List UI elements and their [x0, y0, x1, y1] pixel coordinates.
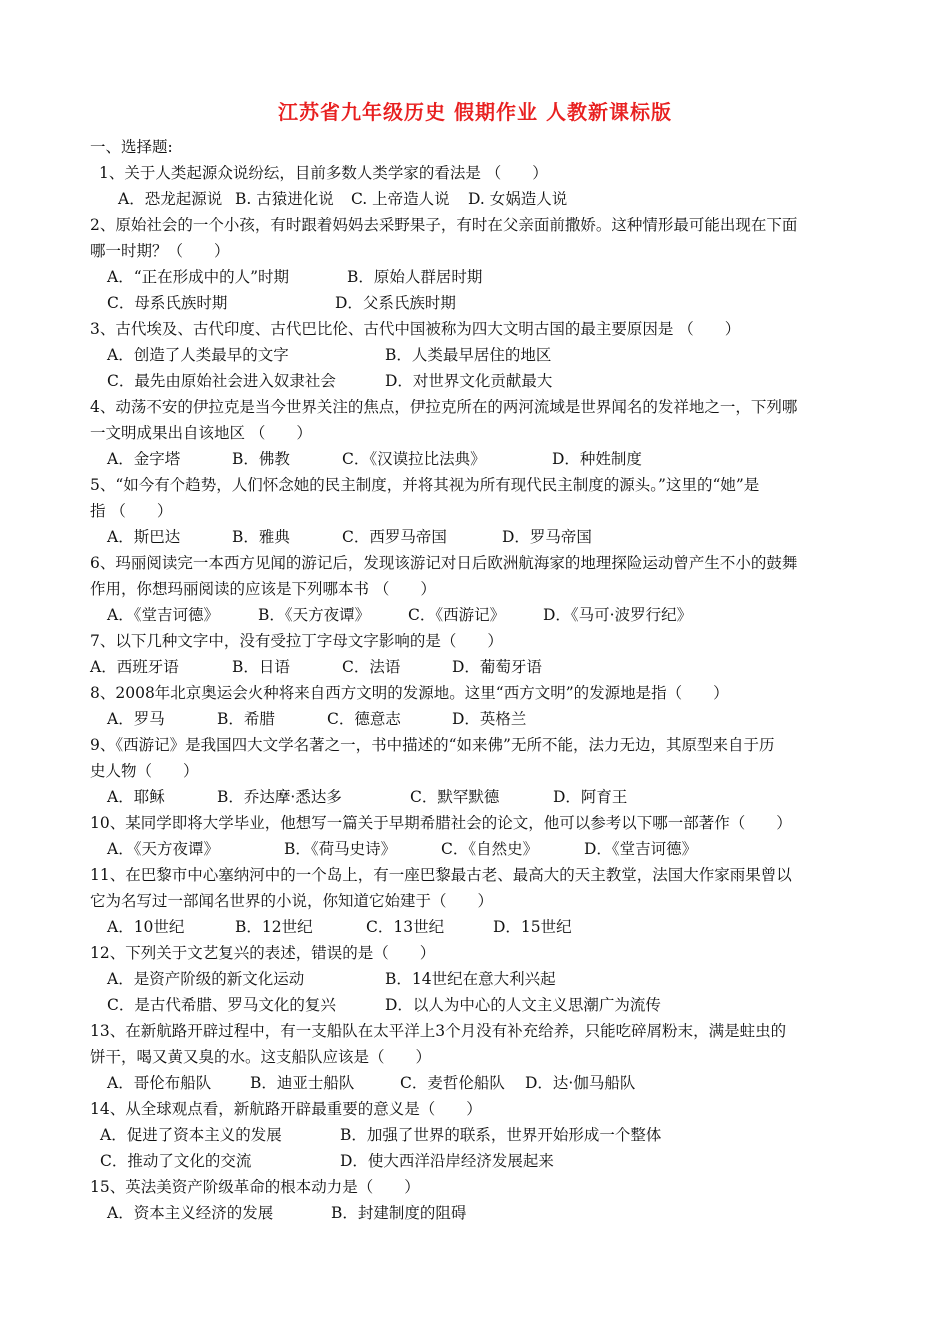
answer-option: A．西班牙语 — [90, 658, 179, 676]
answer-option: D．种姓制度 — [552, 450, 642, 468]
answer-option: B．14世纪在意大利兴起 — [385, 970, 556, 988]
answer-option: C．13世纪 — [366, 918, 445, 936]
answer-option: C．最先由原始社会进入奴隶社会 — [107, 372, 336, 390]
answer-option: B. 古猿进化说 — [235, 190, 334, 208]
answer-option: D．父系氏族时期 — [335, 294, 456, 312]
answer-option: B．12世纪 — [235, 918, 313, 936]
question-stem: 12、下列关于文艺复兴的表述，错误的是（ ） — [90, 944, 436, 962]
answer-option: A．促进了资本主义的发展 — [100, 1126, 282, 1144]
answer-option: B．加强了世界的联系，世界开始形成一个整体 — [340, 1126, 662, 1144]
question-stem: 史人物（ ） — [90, 762, 199, 780]
answer-option: A．罗马 — [107, 710, 165, 728]
answer-option: A．金字塔 — [107, 450, 181, 468]
question-stem: 一文明成果出自该地区 （ ） — [90, 424, 312, 442]
answer-option: C．德意志 — [327, 710, 401, 728]
answer-option: D．《马可·波罗行纪》 — [543, 606, 693, 624]
question-stem: 4、动荡不安的伊拉克是当今世界关注的焦点，伊拉克所在的两河流域是世界闻名的发祥地之一，下列哪 — [90, 398, 798, 416]
answer-option: C．法语 — [342, 658, 401, 676]
answer-option: D. 女娲造人说 — [468, 190, 568, 208]
question-stem: 5、“如今有个趋势，人们怀念她的民主制度，并将其视为所有现代民主制度的源头。”这里的“她”是 — [90, 476, 760, 494]
answer-option: A．资本主义经济的发展 — [107, 1204, 274, 1222]
answer-option: B．日语 — [232, 658, 290, 676]
question-stem: 14、从全球观点看，新航路开辟最重要的意义是（ ） — [90, 1100, 482, 1118]
section-heading: 一、选择题: — [90, 138, 173, 156]
answer-option: C．母系氏族时期 — [107, 294, 228, 312]
answer-option: B．原始人群居时期 — [347, 268, 483, 286]
answer-option: A．创造了人类最早的文字 — [107, 346, 289, 364]
answer-option: A．《天方夜谭》 — [107, 840, 219, 858]
answer-option: C．《汉谟拉比法典》 — [342, 450, 486, 468]
answer-option: B．人类最早居住的地区 — [385, 346, 552, 364]
answer-option: C．《西游记》 — [408, 606, 506, 624]
answer-option: A．“正在形成中的人”时期 — [107, 268, 290, 286]
question-stem: 7、以下几种文字中，没有受拉丁字母文字影响的是（ ） — [90, 632, 503, 650]
answer-option: A．斯巴达 — [107, 528, 181, 546]
answer-option: D．达·伽马船队 — [525, 1074, 636, 1092]
answer-option: A．是资产阶级的新文化运动 — [107, 970, 305, 988]
answer-option: C．《自然史》 — [441, 840, 539, 858]
answer-option: C．默罕默德 — [410, 788, 500, 806]
answer-option: A．10世纪 — [107, 918, 185, 936]
answer-option: C．西罗马帝国 — [342, 528, 447, 546]
answer-option: C．麦哲伦船队 — [400, 1074, 505, 1092]
answer-option: D．《堂吉诃德》 — [584, 840, 698, 858]
question-stem: 作用，你想玛丽阅读的应该是下列哪本书 （ ） — [90, 580, 436, 598]
answer-option: B．《荷马史诗》 — [284, 840, 397, 858]
answer-option: D．葡萄牙语 — [452, 658, 542, 676]
answer-option: B．封建制度的阻碍 — [331, 1204, 467, 1222]
answer-option: B．希腊 — [217, 710, 275, 728]
answer-option: C. 上帝造人说 — [351, 190, 450, 208]
question-stem: 3、古代埃及、古代印度、古代巴比伦、古代中国被称为四大文明古国的最主要原因是 （ ） — [90, 320, 741, 338]
answer-option: A．耶稣 — [107, 788, 165, 806]
question-stem: 6、玛丽阅读完一本西方见闻的游记后，发现该游记对日后欧洲航海家的地理探险运动曾产生不小的鼓舞 — [90, 554, 798, 572]
answer-option: A．恐龙起源说 — [118, 190, 223, 208]
answer-option: D．15世纪 — [493, 918, 572, 936]
answer-option: D．对世界文化贡献最大 — [385, 372, 553, 390]
answer-option: A．哥伦布船队 — [107, 1074, 212, 1092]
answer-option: C．是古代希腊、罗马文化的复兴 — [107, 996, 336, 1014]
answer-option: B．佛教 — [232, 450, 290, 468]
question-stem: 13、在新航路开辟过程中，有一支船队在太平洋上3个月没有补充给养，只能吃碎屑粉末，满是蛀虫的 — [90, 1022, 787, 1040]
answer-option: A．《堂吉诃德》 — [107, 606, 219, 624]
question-stem: 9、《西游记》是我国四大文学名著之一，书中描述的“如来佛”无所不能，法力无边，其原型来自于历 — [90, 736, 775, 754]
answer-option: C．推动了文化的交流 — [100, 1152, 252, 1170]
answer-option: B．雅典 — [232, 528, 290, 546]
answer-option: B．《天方夜谭》 — [258, 606, 371, 624]
question-stem: 1、关于人类起源众说纷纭，目前多数人类学家的看法是 （ ） — [99, 164, 548, 182]
question-stem: 指 （ ） — [90, 502, 173, 520]
question-stem: 10、某同学即将大学毕业，他想写一篇关于早期希腊社会的论文，他可以参考以下哪一部著作（ ） — [90, 814, 792, 832]
question-stem: 哪一时期？（ ） — [90, 242, 230, 260]
answer-option: D．英格兰 — [452, 710, 527, 728]
answer-option: D．以人为中心的人文主义思潮广为流传 — [385, 996, 661, 1014]
question-stem: 饼干，喝又黄又臭的水。这支船队应该是（ ） — [90, 1048, 432, 1066]
document-title: 江苏省九年级历史 假期作业 人教新课标版 — [278, 100, 672, 124]
answer-option: B．乔达摩·悉达多 — [217, 788, 342, 806]
question-stem: 8、2008年北京奥运会火种将来自西方文明的发源地。这里“西方文明”的发源地是指（ ） — [90, 684, 729, 702]
question-stem: 2、原始社会的一个小孩，有时跟着妈妈去采野果子，有时在父亲面前撒娇。这种情形最可能出现在下面 — [90, 216, 798, 234]
answer-option: D．罗马帝国 — [502, 528, 592, 546]
question-stem: 它为名写过一部闻名世界的小说，你知道它始建于（ ） — [90, 892, 494, 910]
question-stem: 15、英法美资产阶级革命的根本动力是（ ） — [90, 1178, 420, 1196]
answer-option: B．迪亚士船队 — [250, 1074, 355, 1092]
answer-option: D．阿育王 — [553, 788, 628, 806]
answer-option: D．使大西洋沿岸经济发展起来 — [340, 1152, 554, 1170]
question-stem: 11、在巴黎市中心塞纳河中的一个岛上，有一座巴黎最古老、最高大的天主教堂，法国大作家雨果曾以 — [90, 866, 792, 884]
